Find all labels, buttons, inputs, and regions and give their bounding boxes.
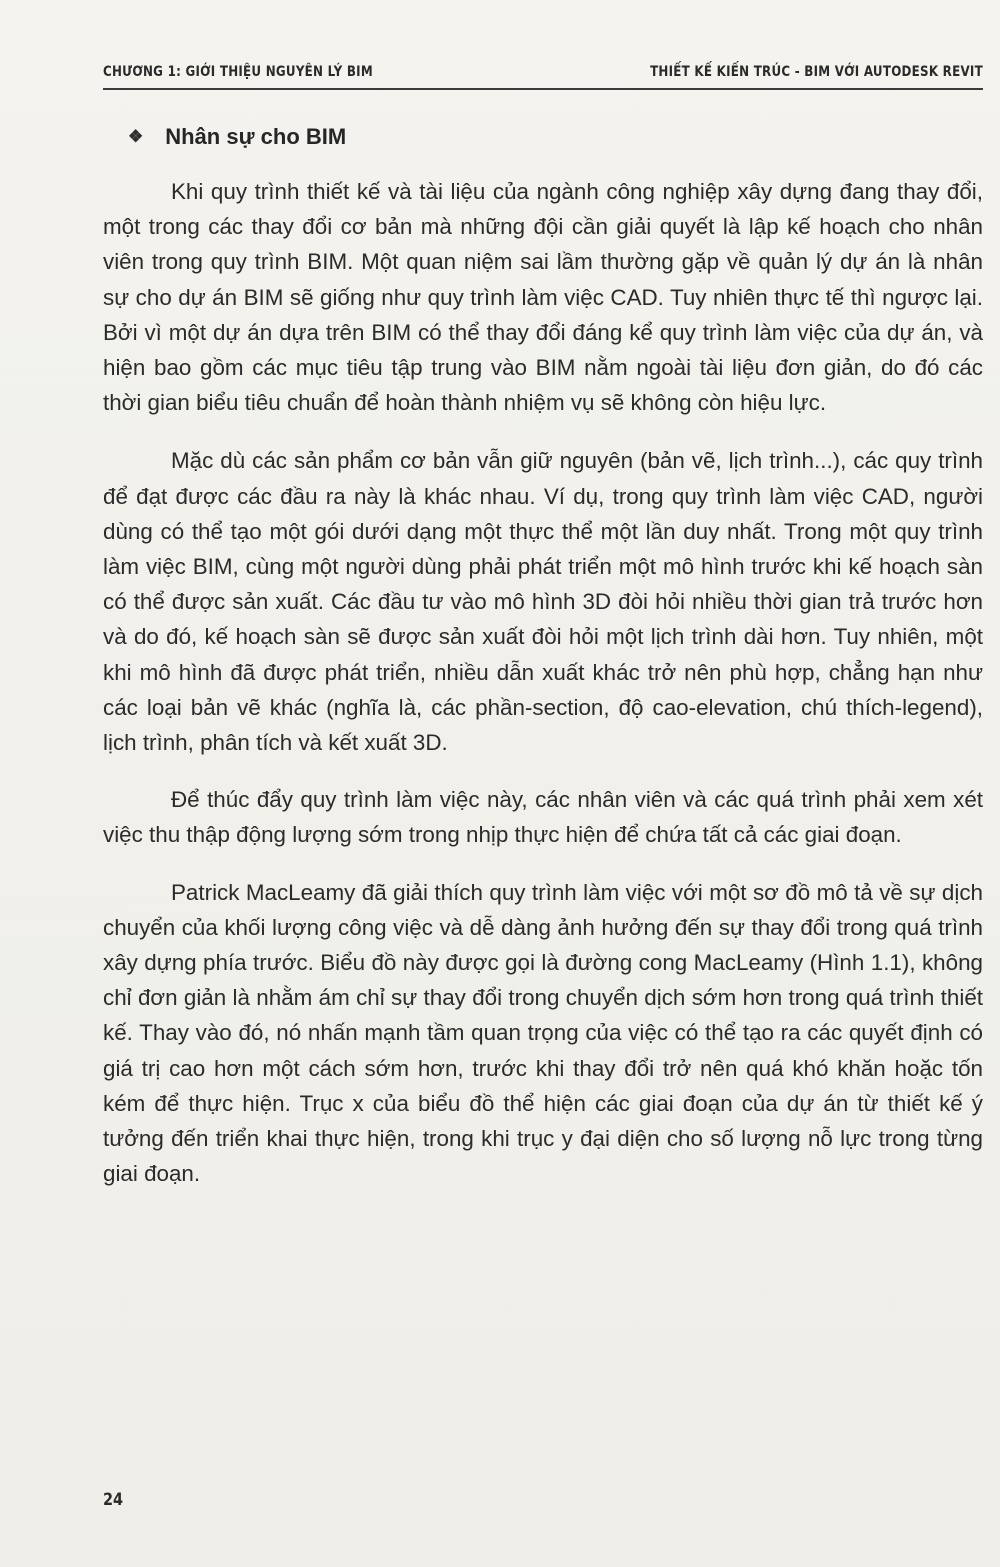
book-title: THIẾT KẾ KIẾN TRÚC - BIM VỚI AUTODESK REVIT	[650, 64, 983, 80]
paragraph-3: Để thúc đẩy quy trình làm việc này, các nhân viên và các quá trình phải xem xét việc thu thập động lượng sớm trong nhịp thực hiện để chứa tất cả các giai đoạn.	[103, 787, 983, 848]
chapter-title: CHƯƠNG 1: GIỚI THIỆU NGUYÊN LÝ BIM	[103, 64, 373, 80]
paragraph-4: Patrick MacLeamy đã giải thích quy trình làm việc với một sơ đồ mô tả về sự dịch chuyển của khối lượng công việc và dễ dàng ảnh hưởng đến sự thay đổi trong quá trình xây dựng phía trước. Biểu đồ này được gọi là đường cong MacLeamy (Hình 1.1), không chỉ đơn giản là nhằm ám chỉ sự thay đổi trong chuyển dịch sớm hơn trong quá trình thiết kế. Thay vào đó, nó nhấn mạnh tầm quan trọng của việc có thể tạo ra các quyết định có giá trị cao hơn một cách sớm hơn, trước khi thay đổi trở nên quá khó khăn hoặc tốn kém để thực hiện. Trục x của biểu đồ thể hiện các giai đoạn của dự án từ thiết kế ý tưởng đến triển khai thực hiện, trong khi trục y đại diện cho số lượng nỗ lực trong từng giai đoạn.	[103, 879, 983, 1187]
section-heading	[128, 124, 346, 150]
section-heading-text: Nhân sự cho BIM	[165, 124, 347, 149]
diamond-bullet-icon: ❖	[128, 127, 144, 146]
body-text	[103, 174, 983, 1191]
running-header	[103, 62, 983, 90]
page-number: 24	[103, 1490, 124, 1510]
paragraph-1: Khi quy trình thiết kế và tài liệu của ngành công nghiệp xây dựng đang thay đổi, một trong các thay đổi cơ bản mà những đội cần giải quyết là lập kế hoạch cho nhân viên trong quy trình BIM. Một quan niệm sai lầm thường gặp về quản lý dự án là nhân sự cho dự án BIM sẽ giống như quy trình làm việc CAD. Tuy nhiên thực tế thì ngược lại. Bởi vì một dự án dựa trên BIM có thể thay đổi đáng kể quy trình làm việc của dự án, và hiện bao gồm các mục tiêu tập trung vào BIM nằm ngoài tài liệu đơn giản, do đó các thời gian biểu tiêu chuẩn để hoàn thành nhiệm vụ sẽ không còn hiệu lực.	[103, 179, 983, 416]
paragraph-2: Mặc dù các sản phẩm cơ bản vẫn giữ nguyên (bản vẽ, lịch trình...), các quy trình để đạt được các đầu ra này là khác nhau. Ví dụ, trong quy trình làm việc CAD, người dùng có thể tạo một gói dưới dạng một thực thể một lần duy nhất. Trong một quy trình làm việc BIM, cùng một người dùng phải phát triển một mô hình trước khi kế hoạch sàn có thể được sản xuất. Các đầu tư vào mô hình 3D đòi hỏi nhiều thời gian trả trước hơn và do đó, kế hoạch sàn sẽ được sản xuất đòi hỏi một lịch trình dài hơn. Tuy nhiên, một khi mô hình đã được phát triển, nhiều dẫn xuất khác trở nên phù hợp, chẳng hạn như các loại bản vẽ khác (nghĩa là, các phần-section, độ cao-elevation, chú thích-legend), lịch trình, phân tích và kết xuất 3D.	[103, 448, 983, 756]
